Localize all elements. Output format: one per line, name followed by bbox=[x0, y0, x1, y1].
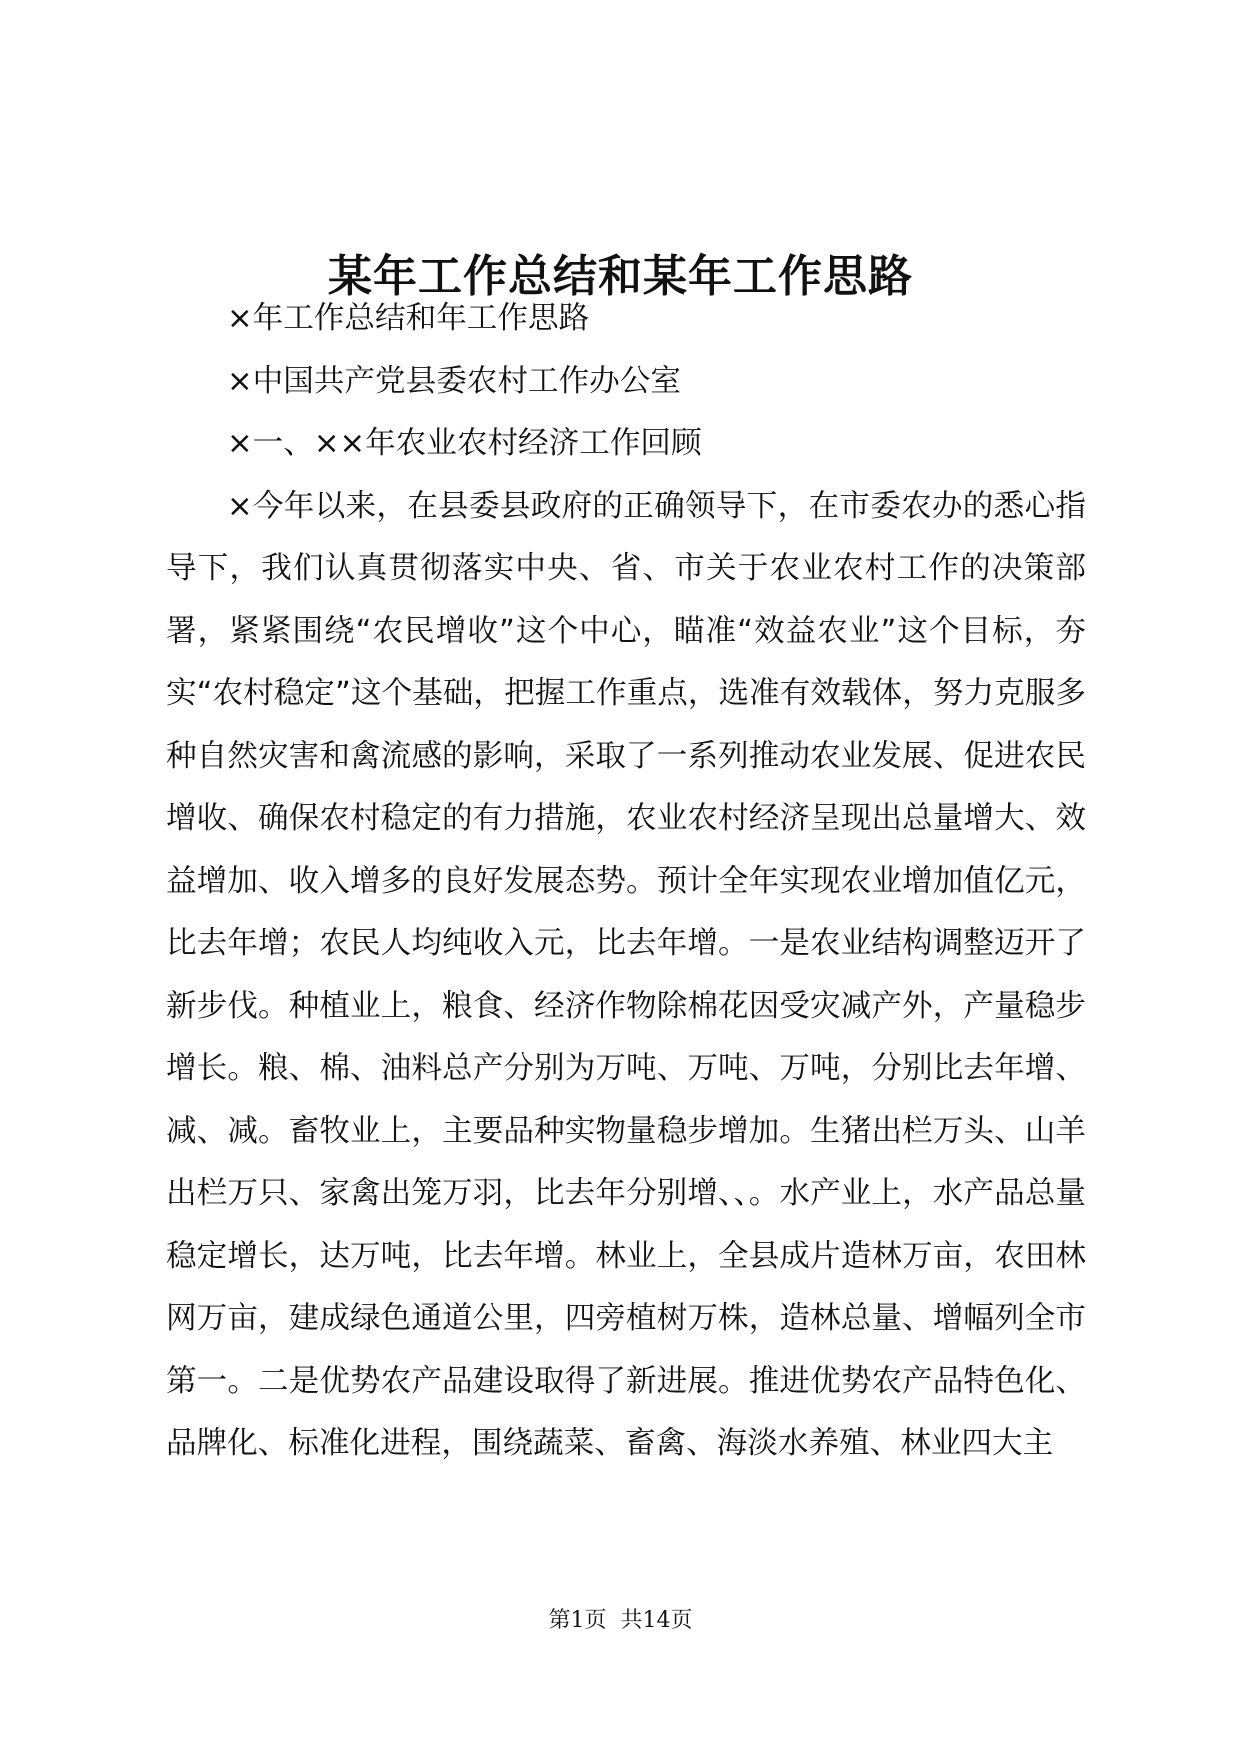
paragraph-heading-1: ×年工作总结和年工作思路 bbox=[227, 301, 590, 336]
document-title: 某年工作总结和某年工作思路 bbox=[328, 251, 913, 303]
footer-total-pages: 14 bbox=[642, 1608, 671, 1633]
footer-mid: 页 共 bbox=[584, 1608, 643, 1633]
paragraph-author: ×中国共产党县委农村工作办公室 bbox=[227, 363, 681, 399]
paragraph-section-heading: ×一、××年农业农村经济工作回顾 bbox=[227, 426, 702, 461]
page-footer bbox=[0, 1606, 1241, 1636]
document-body bbox=[166, 288, 1086, 1476]
footer-page-number: 1 bbox=[570, 1608, 585, 1633]
footer-prefix: 第 bbox=[548, 1608, 571, 1633]
footer-suffix: 页 bbox=[670, 1608, 693, 1633]
paragraph-body: ×今年以来，在县委县政府的正确领导下，在市委农办的悉心指导下，我们认真贯彻落实中央、省、市关于农业农村工作的决策部署，紧紧围绕“农民增收”这个中心，瞄准“效益农业”这个目标，夯实“农村稳定”这个基础，把握工作重点，选准有效载体，努力克服多种自然灾害和禽流感的影响，采取了一系列推动农业发展、促进农民增收、确保农村稳定的有力措施，农业农村经济呈现出总量增大、效益增加、收入增多的良好发展态势。预计全年实现农业增加值亿元，比去年增；农民人均纯收入元，比去年增。一是农业结构调整迈开了新步伐。种植业上，粮食、经济作物除棉花因受灾减产外，产量稳步增长。粮、棉、油料总产分别为万吨、万吨、万吨，分别比去年增、减、减。畜牧业上，主要品种实物量稳步增加。生猪出栏万头、山羊出栏万只、家禽出笼万羽，比去年分别增、、。水产业上，水产品总量稳定增长，达万吨，比去年增。林业上，全县成片造林万亩，农田林网万亩，建成绿色通道公里，四旁植树万株，造林总量、增幅列全市第一。二是优势农产品建设取得了新进展。推进优势农产品特色化、品牌化、标准化进程，围绕蔬菜、畜禽、海淡水养殖、林业四大主 bbox=[166, 488, 1086, 1461]
